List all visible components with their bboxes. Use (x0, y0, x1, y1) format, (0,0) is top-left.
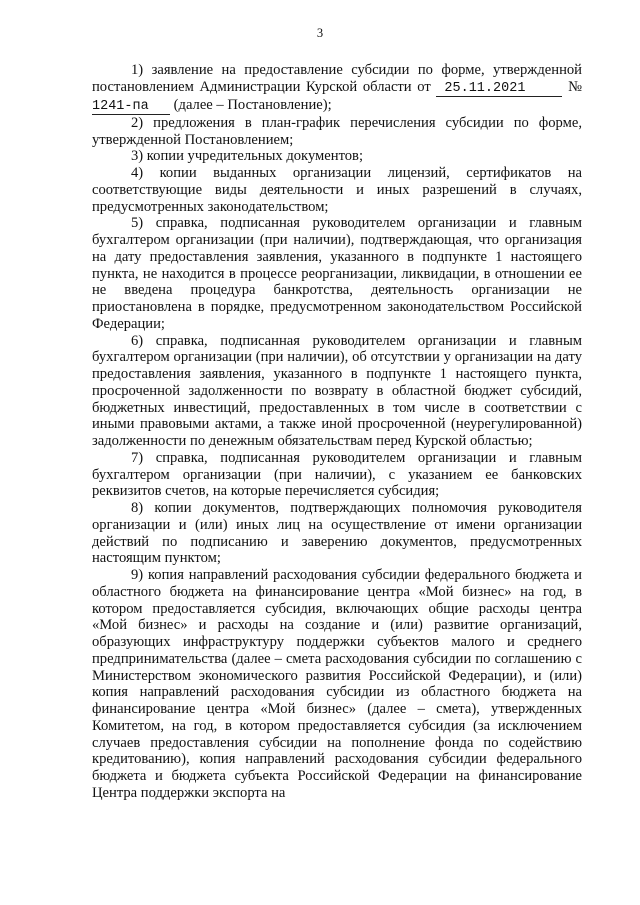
list-item-7: 7) справка, подписанная руководителем организации и главным бухгалтером организации (при наличии), с указанием ее банковских реквизитов счетов, на которые перечисляется субсидия; (92, 449, 582, 500)
list-item-9: 9) копия направлений расходования субсидии федерального бюджета и областного бюджета на финансирование центра «Мой бизнес» на год, в котором предоставляется субсидия, включающих общие расходы центра «Мой бизнес» и расходы на создание и (или) развитие организаций, образующих инфраструктуру поддержки субъектов малого и среднего предпринимательства (далее – смета расходования субсидии по соглашению с Министерством экономического развития Российской Федерации), и (или) копия направлений расходования субсидии из областного бюджета на финансирование центра «Мой бизнес» (далее – смета), утвержденных Комитетом, на год, в котором предоставляется субсидия (за исключением случаев предоставления субсидии на пополнение фонда по содействию кредитованию), копия направлений расходования субсидии федерального бюджета и бюджета субъекта Российской Федерации на финансирование Центра поддержки экспорта на (92, 567, 582, 801)
list-item-4: 4) копии выданных организации лицензий, сертификатов на соответствующие виды деятельности и иных разрешений в случаях, предусмотренных законодательством; (92, 165, 582, 215)
list-item-3: 3) копии учредительных документов; (131, 148, 363, 165)
list-item-1 (92, 62, 582, 115)
number-sign: № (568, 78, 582, 95)
list-item-2: 2) предложения в план-график перечисления субсидии по форме, утвержденной Постановлением; (92, 114, 582, 148)
item-1-tail: (далее – Постановление); (173, 96, 332, 113)
list-item-5: 5) справка, подписанная руководителем организации и главным бухгалтером организации (при наличии), подтверждающая, что организация на дату предоставления заявления, указанного в подпункте 1 настоящего пункта, не находится в процессе реорганизации, ликвидации, в отношении ее не введена процедура банкротства, деятельность организации не приостановлена в порядке, предусмотренном законодательством Российской Федерации; (92, 215, 582, 332)
item-1-text: 1) заявление на предоставление субсидии по форме, утвержденной постановлением Администрации Курской области от (92, 62, 582, 95)
decree-date-field: 25.11.2021 (436, 82, 562, 97)
decree-number-field: 1241-па (92, 100, 170, 115)
document-body (92, 62, 582, 802)
page-number: 3 (316, 26, 324, 40)
list-item-6: 6) справка, подписанная руководителем организации и главным бухгалтером организации (при наличии), об отсутствии у организации на дату предоставления заявления, указанного в подпункте 1 настоящего пункта, просроченной задолженности по возврату в областной бюджет субсидий, бюджетных инвестиций, предоставленных в том числе в соответствии с иными правовыми актами, а также иной просроченной (неурегулированной) задолженности по денежным обязательствам перед Курской областью; (92, 332, 582, 449)
list-item-8: 8) копии документов, подтверждающих полномочия руководителя организации и (или) иных лиц на осуществление от имени организации действий по подписанию и заверению документов, предусмотренных настоящим пунктом; (92, 500, 582, 567)
